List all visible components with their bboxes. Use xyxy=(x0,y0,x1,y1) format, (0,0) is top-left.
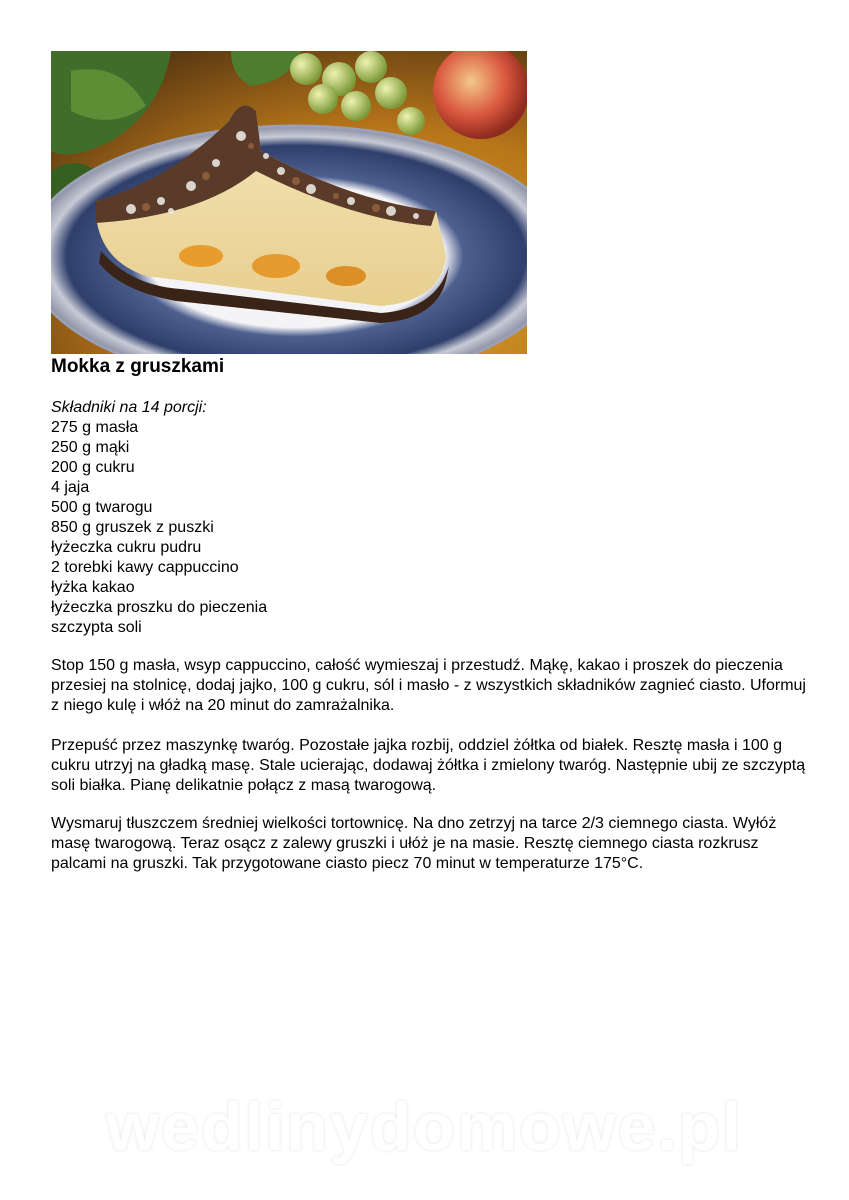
ingredient-item: szczypta soli xyxy=(51,619,142,636)
ingredient-item: 275 g masła xyxy=(51,419,139,436)
ingredient-item: 200 g cukru xyxy=(51,459,135,476)
ingredients-section xyxy=(51,398,267,638)
ingredient-item: 250 g mąki xyxy=(51,439,130,456)
ingredient-item: łyżeczka proszku do pieczenia xyxy=(51,599,268,616)
instruction-paragraph-1: Stop 150 g masła, wsyp cappuccino, całość wymieszaj i przestudź. Mąkę, kakao i proszek do pieczenia przesiej na stolnicę, dodaj jajko, 100 g cukru, sól i masło - z wszystkich składników zagnieć ciasto. Uformuj z niego kulę i włóż na 20 minut do zamrażalnika. xyxy=(51,657,806,714)
ingredient-item: łyżeczka cukru pudru xyxy=(51,539,202,556)
recipe-photo xyxy=(51,51,527,354)
ingredient-item: 4 jaja xyxy=(51,479,90,496)
ingredient-item: 850 g gruszek z puszki xyxy=(51,519,214,536)
instruction-paragraph-3: Wysmaruj tłuszczem średniej wielkości tortownicę. Na dno zetrzyj na tarce 2/3 ciemnego ciasta. Wyłóż masę twarogową. Teraz osącz z zalewy gruszki i ułóż je na masie. Resztę ciemnego ciasta rozkrusz palcami na gruszki. Tak przygotowane ciasto piecz 70 minut w temperaturze 175°C. xyxy=(51,815,777,872)
site-watermark: wedlinydomowe.pl xyxy=(106,1089,743,1165)
ingredient-item: 2 torebki kawy cappuccino xyxy=(51,559,239,576)
recipe-title: Mokka z gruszkami xyxy=(51,356,225,377)
ingredients-header: Składniki na 14 porcji: xyxy=(51,399,207,416)
instruction-paragraph-2: Przepuść przez maszynkę twaróg. Pozostałe jajka rozbij, oddziel żółtka od białek. Resztę masła i 100 g cukru utrzyj na gładką masę. Stale ucierając, dodawaj żółtka i zmielony twaróg. Następnie ubij ze szczyptą soli białka. Pianę delikatnie połącz z masą twarogową. xyxy=(51,737,806,794)
ingredient-item: 500 g twarogu xyxy=(51,499,153,516)
ingredient-item: łyżka kakao xyxy=(51,579,135,596)
